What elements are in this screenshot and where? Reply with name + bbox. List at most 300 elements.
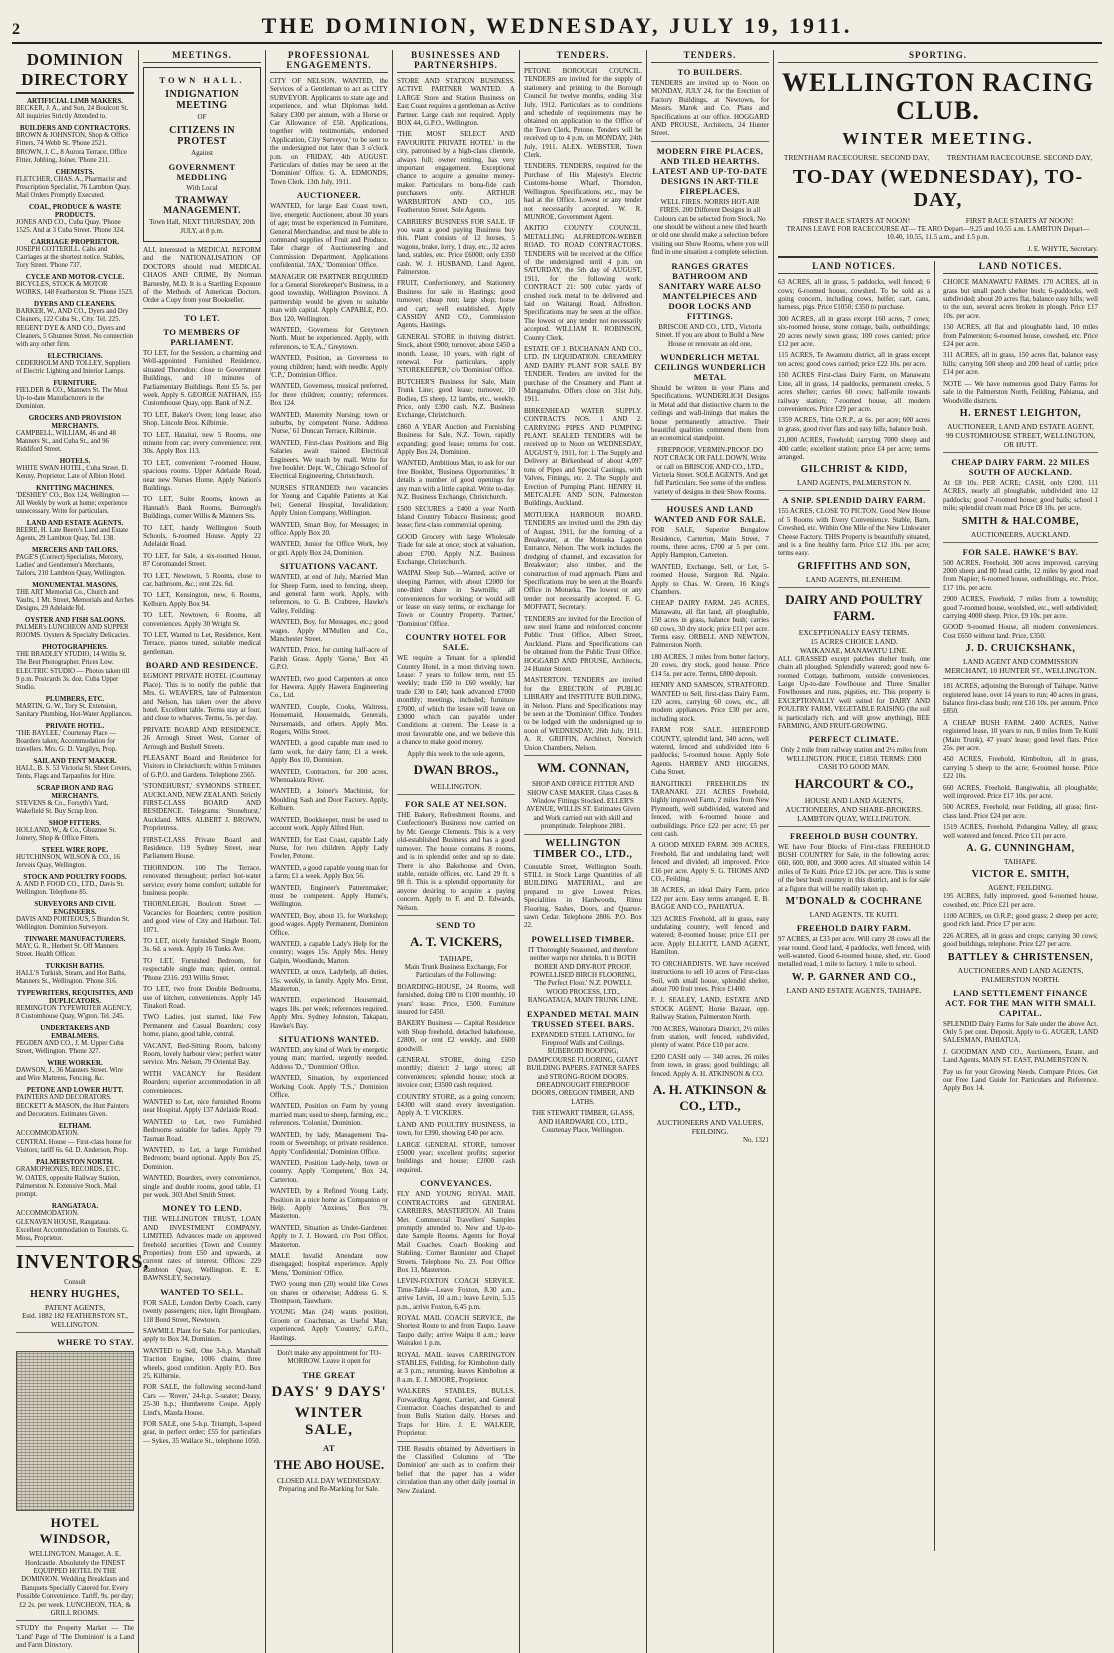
hotel-text: WELLINGTON. Manager, A. E. Hordcastle. Absolutely the FINEST EQUIPPED HOTEL IN THE DOMINION. Wedding Breakfasts and Banquets Specially Catered for. Every Possible Convenience. Tariff, 9s. per day; £2 2s. per week. LUNCHEON, TEA, & GRILL ROOMS.	[16, 1550, 134, 1618]
situation-ad: WANTED, Boy, for Messages, etc.; good wages. Apply M'Mullen and Co., Manchester Street.	[270, 618, 388, 643]
auctioneer-ad: WANTED, Smart Boy, for Messages; in office. Apply Box 20.	[270, 520, 388, 537]
fireproof-text: FIREPROOF, VERMIN-PROOF. DO NOT CRACK OR FALL DOWN. Write or call on BRISCOE AND CO., LTD., Victoria Street. SOLE AGENTS. And get full Particulars. See some of the endless variety of designs in their Show Rooms.	[651, 445, 769, 496]
business-ad: BUTCHER'S Business for Sale, Main Trunk Line; good lease; turnover, 10 Bodies, £5 sheep, 12 lambs, etc., weekly. Price, only £390 cash. N.Z. Business Exchange, Christchurch.	[397, 377, 515, 420]
winter-meeting: WINTER MEETING.	[842, 129, 1034, 148]
victor-smith-name: VICTOR E. SMITH,	[971, 869, 1070, 881]
land-ad: 1519 ACRES, Freehold, Pohangina Valley, all grass; well watered and fenced. Price £11 per acre.	[943, 823, 1098, 840]
business-ad: STORE AND STATION BUSINESS. ACTIVE PARTNER WANTED. A LARGE Store and Station Business on East Coast requires a gentleman as Active Partner. Large cash not required. Apply BOX 44, G.P.O., Wellington.	[397, 77, 515, 128]
atkinson-name: A. H. ATKINSON & CO., LTD.,	[652, 1081, 768, 1113]
land-ad: 63 ACRES, all in grass, 5 paddocks, well fenced; 6 cows; 6-roomed house, cowshed. To be sold as a going concern, including cows, heifer, cart, cans, harness, pigs. Price £1050; £350 to purchase.	[778, 278, 930, 312]
board-ad: WANTED to Let, nice furnished Rooms near Hospital. Apply 137 Adelaide Road.	[143, 1097, 261, 1115]
column-builders: TENDERS. TO BUILDERS. TENDERS are invited up to Noon on MONDAY, JULY 24, for the Erection of Factory Buildings, at Newtown, for Messrs. Marek and Co. Plans and Specifications at our office. HOGGARD AND PROUSE, Architects, 24 Hunter Street. MODERN FIRE PLACES, AND TILED HEARTHS. LATEST AND UP-TO-DATE DESIGNS IN ART-TILE FIREPLACES. WELL FIRES. NORRIS HOT-AIR FIRES. 200 Different Designs in all Colours can be selected from Stock. No one should be without a new tiled hearth or old one should make a selection before visiting our Show Rooms, where you will find in one situation a complete selection. RANGES GRATES BATHROOM AND SANITARY WARE ALSO MANTELPIECES AND DOOR LOCKS AND FITTINGS. BRISCOE AND CO., LTD., Victoria Street. If you are about to Build a New House or renovate an old one, WUNDERLICH METAL CEILINGS WUNDERLICH METAL Should be written in your Plans and Specifications. WUNDERLICH Designs in Metal add that distinctive charm to the ceilings and wall-linings that makes the house permanently attractive. Their beautiful qualities commend them from an economical standpoint. FIREPROOF, VERMIN-PROOF. DO NOT CRACK OR FALL DOWN. Write or call on BRISCOE AND CO., LTD., Victoria Street. SOLE AGENTS. And get full Particulars. See some of the endless variety of designs in their Show Rooms. HOUSES AND LAND WANTED AND FOR SALE. FOR SALE, Superior Bungalow Residence, Carterton, Main Street, 7 rooms, three acres, £700 at 5 per cent. Apply Hampton, Carterton. WANTED, Exchange, Sell, or Let, 5-roomed House, Surgeon Rd. Ngaio. Apply to Chas. W. Green, 16 King's Chambers. CHEAP DAIRY FARM. 245 ACRES, Manawatu, all flat land, all ploughable, 150 acres in grass, balance bush; carries 60 cows, 30 dry stock; price £11 per acre. Terms easy. ORBELL AND NEWTON, Palmerston North. 180 ACRES, 3 miles from butter factory, 20 cows, dry stock, good house. Price £14 5s. per acre. Terms, £800 deposit. HENRY AND SAMSON, STRATFORD. WANTED to Sell, first-class Dairy Farm, 120 acres, carrying 60 cows, etc., all modern appliances. Price £30 per acre, including stock. FARM FOR SALE. HEREFORD COUNTY, splendid land, 340 acres, well watered, fenced and subdivided into 6 paddocks; 5-roomed house. Apply Sole Agents. HARBEY AND HIGGENS, Cuba Street. RANGITIKEI FREEHOLDS IN TARANAKI. 221 ACRES Freehold, highly improved Farm, 2 miles from New Plymouth, well subdivided, watered and fenced, with 6-roomed house and outbuildings. Price £22 per acre; £5 per cent cash. A GOOD MIXED FARM. 309 ACRES, Freehold, flat and undulating land; well fenced and divided; all improved. Price £16 per acre. Apply S. G. THOMS AND CO., Feilding. 38 ACRES, an ideal Dairy Farm, price £22 per acre. Easy terms arranged. E. B. BAGGE AND CO., PAHIATUA. 323 ACRES Freehold, all in grass, easy undulating country, well fenced and watered; 8-roomed house; price £11 per acre. Apply ELLIOTT, LAND AGENT, Hamilton. TO ORCHARDISTS. WE have received instructions to sell 10 acres of First-class Soil, with small house, splendid shelter, about 700 fruit trees. Price £1400. F. J. SEALEY, LAND, ESTATE AND STOCK AGENT, Horse Bazaar, opp. Railway Station, Palmerston North. 700 ACRES, Waitotara District, 2½ miles from station, well fenced, subdivided, plenty of water. Price £10 per acre. £200 CASH only — 340 acres, 26 miles from town, in grass; good buildings; all fenced. Apply A. H. ATKINSON & CO. A. H. ATKINSON & CO., LTD., AUCTIONEERS AND VALUERS, FEILDING. No. 1321	[647, 50, 774, 1653]
tolet-ad: TO LET, for Sale, a six-roomed House, 87 Coromandel Street.	[143, 551, 261, 569]
vickers-ad: GENERAL STORE, doing £250 monthly; district: 2 large stores; all conveniences; splendid house; stock at invoice cost; £3500 cash required.	[397, 1056, 515, 1090]
dairy-poultry-text: ALL GRASSED except patches shelter bush, one chain all ploughed. Splendidly watered; good new 6-roomed Cottage, bathroom, outside conveniences. Large Up-to-date Fowlhouse and Three Smaller Fowlhouses and runs, pigsties, etc. This property is EXCEPTIONALLY well suited for DAIRY AND POULTRY FARM, VEGETABLE RAISING (the soil is particularly rich, and will grow anything), BEE FARMING, AND FRUIT-GROWING.	[778, 654, 930, 731]
auctioneer-ad: WANTED, for large East Coast town, live, energetic Auctioneer, about 30 years of age; must be experienced in Furniture, General Merchandise, and must be able to command supplies of Fruit and Produce. Take charge of Auctioneering and Commission Department. Applications confidential. 'JAX,' 'Dominion' Office.	[270, 202, 388, 270]
inventors-name: HENRY HUGHES,	[30, 1289, 120, 1301]
auctioneer-ad: WANTED, First-class Positions and Big Salaries await trained Electrical Engineers. We teach by mail. Write for free booklet. Dept. W., Chicago School of Electrical Engineering, Christchurch.	[270, 438, 388, 481]
directory-category: WIRE WORKER.	[47, 1059, 103, 1067]
business-colhead: BUSINESSES AND PARTNERSHIPS.	[397, 50, 515, 73]
land-ad: 660 ACRES, Freehold, Rangiwahia, all ploughable; well improved. Price £17 10s. per acre.	[943, 783, 1098, 801]
situation-wanted-ad: MALE Invalid Attendant now disengaged; hospital experience. Apply 'Mens,' 'Dominion' Office.	[270, 1251, 388, 1277]
vickers-ad: LARGE GENERAL STORE, turnover £5000 year; excellent profits; superior buildings and house; £2000 cash required.	[397, 1140, 515, 1174]
land-ad: 150 ACRES, all flat and ploughable land, 10 miles from Palmerston; 6-roomed house, cowshed, etc. Price £24 per acre.	[943, 323, 1098, 349]
indignation-meeting-box: TOWN HALL. INDIGNATION MEETING OF CITIZENS IN PROTEST Against GOVERNMENT MEDDLING With Local TRAMWAY MANAGEMENT. Town Hall, NEXT THURSDAY, 20th JULY, at 8 p.m.	[143, 67, 261, 242]
tenders-list	[524, 67, 642, 752]
wantsell-ad: SAWMILL Plant for Sale. For particulars, apply to Box 34, Dominion.	[143, 1326, 261, 1344]
board-ad: TWO Ladies, just started, like Few Permanent and Casual Boarders; cosy home, piano, good table, central.	[143, 1013, 261, 1039]
conveyance-ad: ROYAL MAIL leaves CARRINGTON STABLES, Feilding, for Kimbolton daily at 3 p.m.; returning, leaves Kimbolton at 8 a.m. E. J. MOORE, Proprietor.	[397, 1350, 515, 1384]
directory-entry: BARKER, W., AND CO., Dyers and Dry Cleaners, 122 Cuba St., City. Tel. 225.	[16, 308, 129, 323]
money-heading: MONEY TO LEND.	[162, 1203, 242, 1214]
professional-ad: CITY OF NELSON. WANTED, the Services of a Gentleman to act as CITY SURVEYOR. Applicants to state age and experience, and what Diplomas held. Salary £300 per annum, with a Horse or Car Allowance of £50. Applications, together with testimonials, endorsed 'Application, City Surveyor,' to be sent to the undersigned not later than 3 o'clock p.m. on FRIDAY, 4th AUGUST. Particulars of duties may be seen at the 'Dominion' Office. G. A. EDMONDS, Town Clerk. 13th July, 1911.	[270, 77, 388, 186]
situation-wanted-ad: WANTED, any kind of Work by energetic young man; married, urgently needed. Address 'D.,' 'Dominion' Office.	[270, 1046, 388, 1071]
board-ad: 'STONEHURST,' SYMONDS STREET, AUCKLAND, NEW ZEALAND. Strictly FIRST-CLASS BOARD AND RESIDENCE. Telegrams: 'Stonehurst,' Auckland. MRS. ALBERT J. BROWN, Proprietress.	[143, 782, 261, 833]
directory-entry: GRAMOPHONES, RECORDS, ETC.	[16, 1166, 121, 1173]
money-ad: THE WELLINGTON TRUST, LOAN AND INVESTMENT COMPANY, LIMITED. Advances made on approved freehold securities (Town and Country Properties) from £50 and upwards, at current rates of interest. Offices: 229 Lambton Quay, Wellington. E. E. BAWNSLEY, Secretary.	[143, 1215, 261, 1283]
situation-wanted-ad: TWO young men (20) would like Cows on shares or otherwise; Address G. S. Thompson, Tauwhare.	[270, 1280, 388, 1305]
board-ad: PLEASANT Board and Residence for Visitors in Christchurch; within 5 minutes of G.P.O. and Gardens. Telephone 2565.	[143, 753, 261, 779]
situation-ad: WANTED, Price, for cutting half-acre of Parish Grass. Apply 'Gorse,' Box 45 G.P.O.	[270, 646, 388, 672]
situations-wanted-list	[270, 1046, 388, 1342]
meetings-colhead: MEETINGS.	[143, 50, 261, 63]
timber-co-name: WELLINGTON TIMBER CO., LTD.,	[533, 837, 633, 860]
snip-heading: A SNIP. SPLENDID DAIRY FARM.	[782, 495, 926, 506]
auctioneer-ad: NURSES STRANDED: two vacancies for Young and Capable Patients at Kai Iwi; General Hospital, Invalidation; Apply Union Company, Wellington.	[270, 483, 388, 518]
directory-entry: HALL'S Turkish, Steam, and Hot Baths, Manners St., Wellington. 'Phone 316.	[16, 970, 126, 985]
land-ad: 500 ACRES, Freehold, near Feilding, all grass; first-class land. Price £24 per acre.	[943, 803, 1098, 820]
situation-ad: WANTED, at once, Ladyhelp, all duties, 15s. weekly, in family. Apply Mrs. Ernst, Masterton.	[270, 968, 388, 993]
business-ad: £500 SECURES a £400 a year North Island Country Tobacco Business; good lease; first-class commercial opening.	[397, 504, 515, 530]
professional-list	[270, 77, 388, 186]
directory-entry: HOLLAND, W., & Co., Ghuznee St. Joinery, Shop & Office Fitters.	[16, 827, 117, 842]
directory-category: GROCERS AND PROVISION MERCHANTS.	[28, 414, 122, 430]
directory-category: DYERS AND CLEANERS.	[34, 300, 116, 308]
inventors-title: INVENTORS,	[16, 1251, 150, 1273]
connan-text: SHOP AND OFFICE FITTER AND SHOW CASE MAKER. Glass Cases & Window Fittings Stocked. ELLER'S AVENUE, WILLIS ST. Estimates Given and Work carried out with skill and promptitude. Telephone 2881.	[526, 780, 640, 831]
harcourt-name: HARCOURT & CO.,	[794, 775, 914, 791]
townhall-heading: TOWN HALL.	[159, 75, 245, 85]
ranges-heading: RANGES GRATES BATHROOM AND SANITARY WARE ALSO MANTELPIECES AND DOOR LOCKS AND FITTINGS.	[658, 260, 762, 321]
situation-ad: WANTED, a good capable young man for a farm; £1 a week. Apply Box 56.	[270, 863, 388, 881]
directory-category: ELTHAM.	[58, 1122, 92, 1130]
directory-category: PETONE AND LOWER HUTT.	[26, 1086, 124, 1094]
tolet-ad: TO LET, Baker's Oven; long lease; also Shop. Lincoln Bros. Kilbirnie.	[143, 410, 261, 428]
dwan-bros: DWAN BROS.,	[413, 762, 499, 778]
tramway-heading: TRAMWAY MANAGEMENT.	[163, 196, 241, 217]
house-ad: 700 ACRES, Waitotara District, 2½ miles from station, well fenced, subdivided, plenty of water. Price £10 per acre.	[651, 1024, 769, 1050]
board-ad: TO LET, nicely furnished Single Room, 3s. 6d. a week. Apply 16 Tonks Ave.	[143, 937, 261, 954]
board-ad: WITH VACANCY for Resident Boarders; superior accommodation in all conveniences.	[143, 1069, 261, 1095]
wunderlich-text: Should be written in your Plans and Specifications. WUNDERLICH Designs in Metal add that distinctive charm to the ceilings and wall-linings that makes the house permanently attractive. Their beautiful qualities commend them from an economical standpoint.	[651, 383, 769, 443]
auctioneer-ad: WANTED, Junior for Office Work, boy or girl. Apply Box 24, Dominion.	[270, 540, 388, 557]
sporting-colhead: SPORTING.	[778, 50, 1098, 63]
expanded-text: EXPANDED STEEL LATHING, for Fireproof Walls and Ceilings. RUBEROID ROOFING, DAMPCOURSE FLOORING, GIANT BUILDING PAPERS. FATNER SAFES and STRONG-ROOM DOORS. DREADNOUGHT FIREPROOF DOORS, OREGON TIMBER, AND LATHS.	[526, 1030, 640, 1106]
dairy-poultry-heading: DAIRY AND POULTRY FARM.	[785, 591, 923, 623]
directory-entry: THE ART Memorial Co., Church and Vaults, 1 Mt. Street, Memorials and Arches Designs, 29 Adelaide Rd.	[16, 589, 134, 612]
conveyance-ad: LEVIN-FOXTON COACH SERVICE. Time-Table—Leave Foxton, 8.30 a.m., arrive Levin, 10 a.m.; leave Levin, 5.15 p.m., arrive Foxton, 6.45 p.m.	[397, 1277, 515, 1311]
house-ad: FOR SALE, Superior Bungalow Residence, Carterton, Main Street, 7 rooms, three acres, £700 at 5 per cent. Apply Hampton, Carterton.	[651, 526, 769, 560]
tolet-ad: TO LET, Newtown, 6 Rooms, all conveniences. Apply 30 Wright St.	[143, 611, 261, 628]
directory-entry: 'THE BAYLEE,' Courtenay Place — Boarders taken; Accommodation for travellers. Mrs. G. D. Vargilyn, Prop.	[16, 730, 117, 753]
conveyance-ad: FLY AND YOUNG ROYAL MAIL CONTRACTORS and GENERAL CARRIERS, MASTERTON. All Trains Met. Commercial Travellers' Samples promptly attended to. New and Up-to-date Sample Rooms. Agents for Royal Mail Coaches. Coach Booking and Stabling. Corner Bannister and Chapel Streets. Telephone No. 23. Post Office Box 13, Masterton.	[397, 1190, 515, 1274]
board-ad: THORNDON. 100 The Terrace, renovated throughout; perfect hot-water service; every home comfort; suitable for business people.	[143, 863, 261, 898]
situation-ad: WANTED, two good Carpenters at once for Hawera. Apply Hawera Engineering Co., Ltd.	[270, 674, 388, 700]
situation-wanted-ad: WANTED, Position on Farm by young married man; used to sheep, farming, etc.; references. 'Colonist,' Dominion.	[270, 1102, 388, 1128]
board-list	[143, 672, 261, 1199]
wantsell-ad: WANTED to Sell, One 3-h.p. Marshall Traction Engine, 1006 chains, three wheels, good condition. Apply P.O. Box 25, Kilbirnie.	[143, 1346, 261, 1380]
board-ad: PRIVATE BOARD AND RESIDENCE, 26 Arrough Street West, Corner of Arrough and Bushell Streets.	[143, 725, 261, 751]
directory-entry: WHITE SWAN HOTEL, Cuba Street. D. Kenny, Proprietor. Late of Albion Hotel.	[16, 465, 129, 480]
tolet-ad: TO LET, Newtown, 5 Rooms, close to car, bathroom, &c.; rent 22s. 6d.	[143, 571, 261, 589]
vickers-ad: COUNTRY STORE, as a going concern; £4300 will stand every investigation. Apply A. T. VICKERS.	[397, 1092, 515, 1118]
tender-ad: TENDERS. TENDERS, required for the Purchase of His Majesty's Electric Customs-house Wharf, Thorndon, Wellington. Specifications, etc., may be had at the Office. Lowest or any tender not necessarily accepted. W. R. MUNROE, Government Agent.	[524, 162, 642, 221]
wantsell-ad: FOR SALE, London Derby Coach, carry twenty passengers; nice, light Brougham. 118 Bond Street, Newtown.	[143, 1298, 261, 1324]
conveyances-heading: CONVEYANCES.	[420, 1178, 492, 1189]
tender-ad: ESTATE OF J. BUCHANAN AND CO., LTD. IN LIQUIDATION. CREAMERY AND DAIRY PLANT FOR SALE BY TENDER. Tenders are invited for the purchase of the Creamery and Plant at Mangamahu. Offers close on 31st July, 1911.	[524, 345, 642, 404]
house-ad: 323 ACRES Freehold, all in grass, easy undulating country, well fenced and watered; 8-roomed house; price £11 per acre. Apply ELLIOTT, LAND AGENT, Hamilton.	[651, 914, 769, 957]
racing-club-title: WELLINGTON RACING CLUB.	[782, 68, 1094, 125]
tolet-ad: TO LET, handy Wellington South Schools, 6-roomed House. Apply 22 Adelaide Road.	[143, 523, 261, 549]
expanded-heading: EXPANDED METAL MAIN TRUSSED STEEL BARS.	[526, 1008, 640, 1029]
directory-entry: GLENAVEN HOUSE, Rangataua. Excellent Accommodation to Tourists. G. Moss, Proprietor.	[16, 1219, 129, 1242]
auctioneer-ad: WANTED, Governess for Greytown North. Must be experienced. Apply, with references, to 'E.A.,' Greytown.	[270, 325, 388, 351]
mcdonald-name: M'DONALD & COCHRANE	[785, 896, 923, 908]
directory-entry: 'DESHIEY' CO., Box 124, Wellington — All Weekly by work at home; experience unnecessary. Write for particulars.	[16, 492, 129, 515]
modern-text: WELL FIRES. NORRIS HOT-AIR FIRES. 200 Different Designs in all Colours can be selected from Stock. No one should be without a new tiled hearth or old one should make a selection before visiting our Show Rooms, where you will find in one situation a complete selection.	[651, 197, 769, 257]
citizens-heading: CITIZENS IN PROTEST	[169, 125, 235, 148]
directory-category: CARRIAGE PROPRIETOR.	[30, 238, 120, 246]
board-ad: WANTED, Boarders, every convenience, single and double rooms, good table, £1 per week. 303 Abel Smith Street.	[143, 1174, 261, 1200]
vickers-list	[397, 983, 515, 1175]
column-sporting-land: SPORTING. WELLINGTON RACING CLUB. WINTER MEETING. TRENTHAM RACECOURSE. SECOND DAY, TRENTHAM RACECOURSE. SECOND DAY, TO-DAY (WEDNESDAY), TO-DAY, FIRST RACE STARTS AT NOON! FIRST RACE STARTS AT NOON! TRAINS LEAVE FOR RACECOURSE AT— TE ARO Depart—9.25 and 10.55 a.m. LAMBTON Depart—10.40, 10.55, 11.5 a.m., and 1.5 p.m. J. E. WHYTE, Secretary. LAND NOTICES. 63 ACRES, all in grass, 5 paddocks, well fenced; 6 cows; 6-roomed house, cowshed. To be sold as a going concern, including cows, heifer, cart, cans, harness, pigs. Price £1050; £350 to purchase. 300 ACRES, all in grass except 160 acres, 7 cows; six-roomed house, stone cottage, bails, outbuildings; 20 acres newly sown grass; 100 cows carried; price £12 per acre. 115 ACRES, Te Awamutu district, all in grass except ten acres; good cows carried; price £22 10s. per acre. 150 ACRES First-class Dairy Farm, on Manawatu Line, all in grass, 14 paddocks, permanent creeks, 5 acres shelter; carries 60 cows; half-mile towards railway station; 7-roomed house, all modern conveniences. Price £29 per acre. 1359 ACRES, Title O.R.P., at 6s. per acre; 600 acres in grass, good river flats and easy hills, balance bush. 21,000 ACRES, Freehold; carrying 7000 sheep and 400 cattle; excellent station; price £4 per acre; terms arranged. GILCHRIST & KIDD, LAND AGENTS, PALMERSTON N. A SNIP. SPLENDID DAIRY FARM. 155 ACRES, CLOSE TO PICTON. Good New House of 5 Rooms with Every Convenience. Stable, Barn, Cowshed, etc. Within One Mile of the New Linkwater Cheese Factory. THIS Property is beautifully situated, and is a fine healthy farm. Price £12 10s. per acre; terms easy. GRIFFITHS AND SON, LAND AGENTS, BLENHEIM. DAIRY AND POULTRY FARM. EXCEPTIONALLY EASY TERMS. 15 ACRES CHOICE LAND. WAIKANAE, MANAWATU LINE. ALL GRASSED except patches shelter bush, one chain all ploughed. Splendidly watered; good new 6-roomed Cottage, bathroom, outside conveniences. Large Up-to-date Fowlhouse and Three Smaller Fowlhouses and runs, pigsties, etc. This property is EXCEPTIONALLY well suited for DAIRY AND POULTRY FARM, VEGETABLE RAISING (the soil is particularly rich, and will grow anything), BEE FARMING, AND FRUIT-GROWING. PERFECT CLIMATE. Only 2 mile from railway station and 2½ miles from WELLINGTON. PRICE, £1850. TERMS: £300 CASH TO GOOD MAN. HARCOURT & CO., HOUSE AND LAND AGENTS, AUCTIONEERS, AND SHARE-BROKERS. LAMBTON QUAY, WELLINGTON. FREEHOLD BUSH COUNTRY. WE have Four Blocks of First-class FREEHOLD BUSH COUNTRY for Sale, in the following acres: 660, 600, 800, and 3000 acres. All situated within 14 miles of Te Kuiti. Price £2 10s. per acre. This is some of the best bush country in this district, and is for sale at a figure that will be readily taken up. M'DONALD & COCHRANE LAND AGENTS, TE KUITI. FREEHOLD DAIRY FARM. 97 ACRES, at £33 per acre. Will carry 28 cows all the year round. Good land, 4 paddocks, well fenced, with well-watered. Good 6-roomed house, shed, etc. Good metalled road, 1 mile to factory. 1 mile to school. W. P. GARNER AND CO., LAND AND ESTATE AGENTS, TAIHAPE. LAND NOTICES. CHOICE MANAWATU FARMS. 170 ACRES, all in grass but small patch shelter bush; 6-paddocks, well subdivided; about 20 acres flat, balance easy hills; well to the sun, several acres broken in plough. Price £17 10s. per acre. 150 ACRES, all flat and ploughable land, 10 miles from Palmerston; 6-roomed house, cowshed, etc. Price £24 per acre. 311 ACRES, all in grass, 150 acres flat, balance easy hills; carrying 500 sheep and 200 head of cattle; price £14 per acre. NOTE — We have numerous good Dairy Farms for sale in the Palmerston North, Feilding, Pahiatua, and Woodville districts. H. ERNEST LEIGHTON, AUCTIONEER, LAND AND ESTATE AGENT, 99 CUSTOMHOUSE STREET, WELLINGTON, OR HUTT. CHEAP DAIRY FARM. 22 MILES SOUTH OF AUCKLAND. At £8 10s. PER ACRE; CASH, only £200. 111 ACRES, nearly all ploughable, subdivided into 12 paddocks; good 7-roomed house; good bails; school 1 mile; splendid cream road. Price £8 10s. per acre. SMITH & HALCOMBE, AUCTIONEERS, AUCKLAND. FOR SALE. HAWKE'S BAY. 500 ACRES, Freehold, 300 acres improved, carrying 2000 sheep and 80 head cattle, 12 miles by good road from Napier; 6-roomed house, outbuildings, etc. Price, £17 10s. per acre. 2900 ACRES, Freehold, 7 miles from a township; good 7-roomed house, woolshed, etc., well subdivided; carrying 4000 sheep. Price, £9 10s. per acre. GOOD 9-roomed House, all modern conveniences. Cost £650 without land. Price, £350. J. D. CRUICKSHANK, LAND AGENT AND COMMISSION MERCHANT, 10 HUNTER ST., WELLINGTON. 181 ACRES, adjoining the Borough of Taihape. Native registered lease, over 14 years to run; 40 acres in grass, balance first-class bush; rent £10 10s. per annum. Price £850. A CHEAP BUSH FARM. 2400 ACRES, Native registered lease, 10 years to run, 8 miles from Te Kuiti (Main Trunk), 47 years' lease; good level flats. Price 25s. per acre. 450 ACRES, Freehold, Kimbolton, all in grass, carrying 5 sheep to the acre; 6-roomed house. Price £22 10s. 660 ACRES, Freehold, Rangiwahia, all ploughable; well improved. Price £17 10s. per acre. 500 ACRES, Freehold, near Feilding, all grass; first-class land. Price £24 per acre. 1519 ACRES, Freehold, Pohangina Valley, all grass; well watered and fenced. Price £11 per acre. A. G. CUNNINGHAM, TAIHAPE. VICTOR E. SMITH, AGENT, FEILDING. 195 ACRES, fully improved, good 6-roomed house, cowshed, etc. Price £21 per acre. 1100 ACRES, on O.R.P.; good grass; 2 sheep per acre; good rich land. Price £7 per acre. 226 ACRES, all in grass and crops; carrying 30 cows; good buildings, telephone. Price £27 per acre. BATTLEY & CHRISTENSEN, AUCTIONEERS AND LAND AGENTS, PALMERSTON NORTH. LAND SETTLEMENT FINANCE ACT. FOR THE MAN WITH SMALL CAPITAL. SPLENDID Dairy Farms for Sale under the above Act. Only 5 per cent. Deposit. Apply to G. AUGER, LAND SALESMAN, PAHIATUA. J. GOODMAN AND CO., Auctioneers, Estate, and Land Agents, MAIN ST. EAST, PALMERSTON N. Pay us for your Growing Needs. Compare Prices. Get our Free Land Guide for Particulars and Reference. Apply Box 14.	[774, 50, 1102, 1653]
board-ad: WANTED, to Let, a large Furnished Bedroom; board optional. Apply Box 25, Dominion.	[143, 1146, 261, 1171]
directory-entry: JONES AND CO., Cuba Quay. 'Phone 1525. And at 3 Cuba Street. 'Phone 324.	[16, 219, 125, 234]
directory-entry: W. OATES, opposite Railway Station, Palmerston N. Extensive Stock. Mail prompt.	[16, 1175, 120, 1198]
cruickshank-name: J. D. CRUICKSHANK,	[965, 643, 1076, 655]
winter-closed: CLOSED ALL DAY WEDNESDAY. Preparing and Re-Marking for Sale.	[276, 1476, 382, 1494]
situations-list	[270, 573, 388, 1030]
business-ad: WANTED, Ambitious Man, to ask for our free Booklet, 'Business Opportunities.' It details a number of good openings for any man with a little capital. Write to-day. N.Z. Business Exchange, Christchurch.	[397, 459, 515, 502]
land-right-list	[943, 278, 1098, 405]
timber-co-text: Constable Street, Wellington South. STILL in Stock Large Quantities of all BUILDING MATERIAL, and are prepared to give Lowest Prices. Specialities in Hardwoods, Rimu Flooring, Sashes, Doors, and Quarter-sawn Cedar. Telephone 2806. P.O. Box 22.	[524, 862, 642, 930]
directory-entry: PAINTERS AND DECORATORS.	[16, 1094, 112, 1101]
auctioneer-ad: WANTED, Position, as Governess to young children; hand; with needle. Apply 'C.P.,' Dominion Office.	[270, 354, 388, 379]
board-ad: FIRST-CLASS Private Board and Residence. 119 Sydney Street, near Parliament House.	[143, 835, 261, 861]
directory-entry: BECKER, J. A., and Son, 24 Boulcott St. All inquiries Strictly Attended to.	[16, 105, 129, 120]
directory-category: CYCLE AND MOTOR-CYCLE.	[25, 273, 125, 281]
directory-entry: ACCOMMODATION.	[16, 1130, 79, 1137]
directory-category: SURVEYORS AND CIVIL ENGINEERS.	[34, 900, 116, 916]
land-ad: 181 ACRES, adjoining the Borough of Taihape. Native registered lease, over 14 years to run; 40 acres in grass, balance first-class bush; rent £10 10s. per annum. Price £850.	[943, 682, 1098, 716]
situation-ad: WANTED, Couple, Cooks, Waitress, Housemaid, Housemaids, Generals, Nursemaids, and others. Apply Mrs. Rogers, Willis Street.	[270, 702, 388, 737]
medical-ad: ALL interested in MEDICAL REFORM and the NATIONALISATION OF DOCTORS should read MEDICAL CHAOS AND CRIME, By Norman Barnesby, M.D. It is a Startling Exposure of the Methods of American Doctors. Order a Copy from your Bookseller.	[143, 246, 261, 305]
tenders-colhead: TENDERS.	[524, 50, 642, 63]
griffiths-name: GRIFFITHS AND SON,	[797, 560, 911, 572]
situation-ad: WANTED, a Joiner's Machinist, for Moulding Sash and Door Factory. Apply, Kelburn.	[270, 787, 388, 813]
land-ad: 1359 ACRES, Title O.R.P., at 6s. per acre; 600 acres in grass, good river flats and easy hills, balance bush.	[778, 416, 930, 433]
directory-category: HOTELS.	[59, 457, 91, 465]
land-ad: 150 ACRES First-class Dairy Farm, on Manawatu Line, all in grass, 14 paddocks, permanent creeks, 5 acres shelter; carries 60 cows; half-mile towards railway station; 7-roomed house, all modern conveniences. Price £29 per acre.	[778, 371, 930, 413]
directory-entry: FIELDER & CO., Manners St. The Most Up-to-date Manufacturers in the Dominion.	[16, 387, 128, 410]
directory-entry: BICYCLES, STOCK & MOTOR WORKS, 148 Featherston St. 'Phone 1523.	[16, 281, 134, 296]
directory-entry: CAMPBELL, WILLIAM, 46 and 48 Manners St., and Cuba St., and 96 Riddiford Street.	[16, 430, 116, 453]
situation-ad: WANTED, a capable Lady's Help for the country; wages 15s. Apply Mrs. Henry Galpin, Woodlands, Marton.	[270, 939, 388, 965]
tolet-ad: TO LET, Kensington, new, 6 Rooms, Kelburn. Apply Box 94.	[143, 591, 261, 608]
gov-heading: GOVERNMENT MEDDLING	[168, 161, 236, 182]
trains-text: TRAINS LEAVE FOR RACECOURSE AT— TE ARO Depart—9.25 and 10.55 a.m. LAMBTON Depart—10.40, 10.55, 11.5 a.m., and 1.5 p.m.	[786, 225, 1090, 242]
directory-category: SCRAP IRON AND RAG MERCHANTS.	[36, 784, 114, 800]
auctioneer-list	[270, 202, 388, 557]
board-ad: THORNLEIGH, Boulcott Street — Vacancies for Boarders; centre position and good view of City and Harbour. Tel. 1071.	[143, 900, 261, 934]
tolet-ad: TO LET, Wanted to Let, Residence, Kent Terrace, pianos tuned, suitable medical gentleman.	[143, 631, 261, 656]
board-ad: TO LET, two front Double Bedrooms, use of kitchen, conveniences. Apply 145 Tinakori Road.	[143, 985, 261, 1010]
houses-heading: HOUSES AND LAND WANTED AND FOR SALE.	[654, 504, 766, 525]
connan-name: WM. CONNAN,	[536, 760, 630, 776]
directory-category: STOCK AND POULTRY FOODS.	[23, 873, 127, 881]
country-hotel-heading: COUNTRY HOTEL FOR SALE.	[405, 632, 507, 653]
house-ad: £200 CASH only — 340 acres, 26 miles from town, in grass; good buildings; all fenced. Apply A. H. ATKINSON & CO.	[651, 1052, 769, 1078]
snip-text: 155 ACRES, CLOSE TO PICTON. Good New House of 5 Rooms with Every Convenience. Stable, Barn, Cowshed, etc. Within One Mile of the New Linkwater Cheese Factory. THIS Property is beautifully situated, and is a fine healthy farm. Price £12 10s. per acre; terms easy.	[778, 507, 930, 558]
directory-entries	[16, 97, 134, 1243]
directory-entry: DAVIS AND PORTEOUS, 5 Brandon St. Wellington. Dominion Surveyors.	[16, 916, 130, 931]
business-ad: FRUIT, Confectionery, and Stationery Business for sale in Hastings; good turnover; cheap rent; large shop; horse and cart; well established. Apply CASSIDY AND CO., Commission Agents, Hastings.	[397, 279, 515, 330]
house-ad: WANTED, Exchange, Sell, or Let, 5-roomed House, Surgeon Rd. Ngaio. Apply to Chas. W. Green, 16 King's Chambers.	[651, 562, 769, 597]
directory-entry: MAY, G. R., Herbert St. Off Manners Street. Health Officer.	[16, 943, 119, 958]
newspaper-title: THE DOMINION, WEDNESDAY, JULY 19, 1911.	[261, 13, 853, 38]
directory-category: SHOP FITTERS.	[48, 819, 102, 827]
directory-entry: PEGDEN AND CO., J. M. Upper Cuba Street, Wellington. 'Phone 327.	[16, 1040, 124, 1055]
directory-entry: BEERE, H. Late Beere's Land and Estate Agents, 29 Lambton Quay, Tel. 138.	[16, 527, 129, 542]
battley-name: BATTLEY & CHRISTENSEN,	[947, 951, 1094, 963]
situation-ad: WANTED, Boy, about 15, for Workshop; good wages. Apply Permanent, Dominion Office.	[270, 911, 388, 937]
briscoe-text: BRISCOE AND CO., LTD., Victoria Street. If you are about to Build a New House or renovate an old one,	[655, 322, 765, 348]
powellised-text: IT Thoroughly Seasoned, and therefore neither warps nor shrinks. It is BOTH BORER AND DRY-ROT PROOF. POWELLISED BIRCH FLOORING, 'The Perfect Floor.' N.Z. POWELL WOOD PROCESS, LTD., RANGATAUA, MAIN TRUNK LINE.	[527, 945, 639, 1005]
directory-category: PALMERSTON NORTH.	[36, 1158, 114, 1166]
house-ad: RANGITIKEI FREEHOLDS IN TARANAKI. 221 ACRES Freehold, highly improved Farm, 2 miles from New Plymouth, well subdivided, watered and fenced, with 6-roomed house and outbuildings. Price £22 per acre; £5 per cent cash.	[651, 779, 769, 838]
tolet-list	[143, 411, 261, 657]
directory-category: TINWARE MANUFACTURERS.	[24, 935, 126, 943]
smith-halcombe-name: SMITH & HALCOMBE,	[961, 515, 1080, 527]
directory-entry: HUTCHINSON, WILSON & CO., 16 Jervois Quay, Wellington.	[16, 854, 120, 869]
directory-entry: BROWN, J. C., 8 Aurora Terrace, Office Fitter, Jobbing, Joiner. 'Phone 211.	[16, 149, 127, 164]
column-directory	[12, 50, 150, 1653]
leighton-name: H. ERNEST LEIGHTON,	[959, 407, 1082, 419]
country-hotel-text: WE require a Tenant for a splendid Country Hotel, in a most thriving town. Lease: 7 years to follow term, rent £5 weekly; trade £50 to £60 weekly; bar trade £30 to £40; bank advanced £7000 monthly; meetings, included; furniture £7000, of which the lessee will leave on £3000 which can payable under Conditions at current. The Lease is a most favourable one, and we believe this a chance to make good money.	[397, 654, 515, 747]
land-ad: 21,000 ACRES, Freehold; carrying 7000 sheep and 400 cattle; excellent station; price £4 per acre; terms arranged.	[778, 436, 930, 461]
situation-ad: WANTED, experienced Housemaid, wages 18s. per week; references required. Apply Mrs. Sydney Johnston, Takapau, Hawke's Bay.	[270, 996, 388, 1030]
situation-wanted-ad: WANTED, Position Lady-help, town or country. Apply 'Competent,' Box 24, Carterton.	[270, 1158, 388, 1184]
situations-wanted-heading: SITUATIONS WANTED.	[278, 1034, 380, 1045]
auctioneer-ad: WANTED, Governess, musical preferred, for three children; country; references. Box 124.	[270, 382, 388, 408]
directory-entry: PAGE'S (Correct) Specialists, Mercery, Ladies' and Gentlemen's Merchants, Tailors, 210 Lambton Quay, Wellington.	[16, 554, 126, 577]
results-note: THE Results obtained by Advertisers in the Classified Columns of 'The Dominion' are such as to confirm their belief that the paper has a wider circulation than any other daily journal in New Zealand.	[397, 1444, 515, 1495]
land-ad: 311 ACRES, all in grass, 150 acres flat, balance easy hills; carrying 500 sheep and 200 head of cattle; price £14 per acre.	[943, 351, 1098, 377]
conveyance-ad: WALKERS STABLES, BULLS. Forwarding Agent, Carrier, and General Contractor. Coaches despatched to and from Bulls Station daily. Horses and Traps for Hire. J. E. WALKER, Proprietor.	[397, 1387, 515, 1438]
business-ad: 'THE MOST SELECT AND FAVOURITE PRIVATE HOTEL' in the city, patronised by a high-class clientele, always full; owner retiring, has very important engagement. Exceptional chance to acquire a genuine money-maker. Particulars to bona-fide cash purchasers only. ARTHUR WARBURTON AND CO., 105 Featherston Street. Sole Agents.	[397, 130, 515, 215]
winter-note: Don't make any appointment for TO-MORROW. Leave it open for	[277, 1349, 381, 1366]
wunderlich-heading: WUNDERLICH METAL CEILINGS WUNDERLICH METAL	[654, 351, 766, 382]
directory-category: PRIVATE HOTEL.	[45, 722, 105, 730]
land-ad: CHOICE MANAWATU FARMS. 170 ACRES, all in grass but small patch shelter bush; 6-paddocks, well subdivided; about 20 acres flat, balance easy hills; well to the sun, several acres broken in plough. Price £17 10s. per acre.	[943, 278, 1098, 320]
directory-category: LAND AND ESTATE AGENTS.	[26, 519, 124, 527]
winter-sale: WINTER SALE,	[294, 1404, 364, 1438]
study-line: STUDY the Property Market — The 'Land' Page of 'The Dominion' is a Land and Farm Directory.	[16, 1624, 134, 1650]
auctioneer-ad: MANAGER OR PARTNER REQUIRED for a General Storekeeper's Business, in a good township, Wellington Province. A partnership would be given to suitable man with capital. Apply CAPABLE, P.O. Box 120, Wellington.	[270, 272, 388, 323]
auctioneer-heading: AUCTIONEER.	[296, 190, 362, 201]
wantsell-list	[143, 1299, 261, 1446]
land-right-column: LAND NOTICES. CHOICE MANAWATU FARMS. 170 ACRES, all in grass but small patch shelter bush; 6-paddocks, well subdivided; about 20 acres flat, balance easy hills; well to the sun, several acres broken in plough. Price £17 10s. per acre. 150 ACRES, all flat and ploughable land, 10 miles from Palmerston; 6-roomed house, cowshed, etc. Price £24 per acre. 311 ACRES, all in grass, 150 acres flat, balance easy hills; carrying 500 sheep and 200 head of cattle; price £14 per acre. NOTE — We have numerous good Dairy Farms for sale in the Palmerston North, Feilding, Pahiatua, and Woodville districts. H. ERNEST LEIGHTON, AUCTIONEER, LAND AND ESTATE AGENT, 99 CUSTOMHOUSE STREET, WELLINGTON, OR HUTT. CHEAP DAIRY FARM. 22 MILES SOUTH OF AUCKLAND. At £8 10s. PER ACRE; CASH, only £200. 111 ACRES, nearly all ploughable, subdivided into 12 paddocks; good 7-roomed house; good bails; school 1 mile; splendid cream road. Price £8 10s. per acre. SMITH & HALCOMBE, AUCTIONEERS, AUCKLAND. FOR SALE. HAWKE'S BAY. 500 ACRES, Freehold, 300 acres improved, carrying 2000 sheep and 80 head cattle, 12 miles by good road from Napier; 6-roomed house, outbuildings, etc. Price, £17 10s. per acre. 2900 ACRES, Freehold, 7 miles from a township; good 7-roomed house, woolshed, etc., well subdivided; carrying 4000 sheep. Price, £9 10s. per acre. GOOD 9-roomed House, all modern conveniences. Cost £650 without land. Price, £350. J. D. CRUICKSHANK, LAND AGENT AND COMMISSION MERCHANT, 10 HUNTER ST., WELLINGTON. 181 ACRES, adjoining the Borough of Taihape. Native registered lease, over 14 years to run; 40 acres in grass, balance first-class bush; rent £10 10s. per annum. Price £850. A CHEAP BUSH FARM. 2400 ACRES, Native registered lease, 10 years to run, 8 miles from Te Kuiti (Main Trunk), 47 years' lease; good level flats. Price 25s. per acre. 450 ACRES, Freehold, Kimbolton, all in grass, carrying 5 sheep to the acre; 6-roomed house. Price £22 10s. 660 ACRES, Freehold, Rangiwahia, all ploughable; well improved. Price £17 10s. per acre. 500 ACRES, Freehold, near Feilding, all grass; first-class land. Price £24 per acre. 1519 ACRES, Freehold, Pohangina Valley, all grass; well watered and fenced. Price £11 per acre. A. G. CUNNINGHAM, TAIHAPE. VICTOR E. SMITH, AGENT, FEILDING. 195 ACRES, fully improved, good 6-roomed house, cowshed, etc. Price £21 per acre. 1100 ACRES, on O.R.P.; good grass; 2 sheep per acre; good rich land. Price £7 per acre. 226 ACRES, all in grass and crops; carrying 30 cows; good buildings, telephone. Price £27 per acre. BATTLEY & CHRISTENSEN, AUCTIONEERS AND LAND AGENTS, PALMERSTON NORTH. LAND SETTLEMENT FINANCE ACT. FOR THE MAN WITH SMALL CAPITAL. SPLENDID Dairy Farms for Sale under the above Act. Only 5 per cent. Deposit. Apply to G. AUGER, LAND SALESMAN, PAHIATUA. J. GOODMAN AND CO., Auctioneers, Estate, and Land Agents, MAIN ST. EAST, PALMERSTON N. Pay us for your Growing Needs. Compare Prices. Get our Free Land Guide for Particulars and Reference. Apply Box 14.	[943, 261, 1098, 1093]
gilchrist-name: GILCHRIST & KIDD,	[800, 464, 908, 476]
land-ad: NOTE — We have numerous good Dairy Farms for sale in the Palmerston North, Feilding, Pahiatua, and Woodville districts.	[943, 379, 1098, 405]
wantsell-heading: WANTED TO SELL.	[160, 1286, 244, 1297]
professional-colhead: PROFESSIONAL ENGAGEMENTS.	[270, 50, 388, 73]
land-ad: 195 ACRES, fully improved, good 6-roomed house, cowshed, etc. Price £21 per acre.	[943, 892, 1098, 909]
situation-ad: WANTED, Bookkeeper, must be used to account work. Apply Alfred Hutt.	[270, 815, 388, 833]
nelson-text: THE Bakery, Refreshment Rooms, and Confectioner's Business now carried on by Mr. George Clements. This is a very old-established Business and has a good turnover. The house contains 8 rooms, and is in splendid order and up to date. There is also Bakehouse and Oven, stable, outside offices, etc. Land 29 ft. x 98 ft. This is a splendid opportunity for anyone desiring to acquire a paying concern. Apply to F. and D. Edwards, Nelson.	[397, 811, 515, 912]
directory-category: OYSTER AND FISH SALOONS.	[24, 616, 126, 624]
house-ad: F. J. SEALEY, LAND, ESTATE AND STOCK AGENT, Horse Bazaar, opp. Railway Station, Palmerston North.	[651, 996, 769, 1022]
directory-entry: ACCOMMODATION.	[16, 1210, 79, 1217]
house-ad: 38 ACRES, an ideal Dairy Farm, price £22 per acre. Easy terms arranged. E. B. BAGGE AND CO., PAHIATUA.	[651, 886, 769, 912]
directory-category: KNITTING MACHINES.	[36, 484, 114, 492]
column-business: BUSINESSES AND PARTNERSHIPS. STORE AND STATION BUSINESS. ACTIVE PARTNER WANTED. A LARGE Store and Station Business on East Coast requires a gentleman as Active Partner. Large cash not required. Apply BOX 44, G.P.O., Wellington. 'THE MOST SELECT AND FAVOURITE PRIVATE HOTEL' in the city, patronised by a high-class clientele, always full; owner retiring, has very important engagement. Exceptional chance to acquire a genuine money-maker. Particulars to bona-fide cash purchasers only. ARTHUR WARBURTON AND CO., 105 Featherston Street. Sole Agents. CABRIERS' BUSINESS FOR SALE. IF you want a good paying Business buy this. Plant consists of 12 horses, 5 wagons, brake, lorry, 1 dray, etc., 32 acres land, stables, etc. Price £6000; only £350 cash. W. J. HUSBAND, Land Agent, Palmerston. FRUIT, Confectionery, and Stationery Business for sale in Hastings; good turnover; cheap rent; large shop; horse and cart; well established. Apply CASSIDY AND CO., Commission Agents, Hastings. GENERAL STORE in thriving district. Stock, about £900; turnover, about £450 a month. Lease, 10 years, with right of renewal. For particulars, apply 'STOREKEEPER,' c/o 'Dominion' Office. BUTCHER'S Business for Sale, Main Trunk Line; good lease; turnover, 10 Bodies, £5 sheep, 12 lambs, etc., weekly. Price, only £390 cash. N.Z. Business Exchange, Christchurch. £860 A YEAR Auction and Furnishing Business for Sale, N.Z. Town, rapidly expanding; good lease; returns for cost. Apply Box 24, Dominion. WANTED, Ambitious Man, to ask for our free Booklet, 'Business Opportunities.' It details a number of good openings for any man with a little capital. Write to-day. N.Z. Business Exchange, Christchurch. £500 SECURES a £400 a year North Island Country Tobacco Business; good lease; first-class commercial opening. GOOD Grocery with large Wholesale Trade for sale at once; stock at valuation, about £700. Apply N.Z. Business Exchange, Christchurch. WAIPAI Sleep Sub.—Wanted, active or sleeping Partner, with about £2000 for one-third share in Sawmills; all conveniences for working; or would sell or lease on easy terms, or exchange for Town or Country Property. 'Partner,' 'Dominion' Office. COUNTRY HOTEL FOR SALE. WE require a Tenant for a splendid Country Hotel, in a most thriving town. Lease: 7 years to follow term, rent £5 weekly; trade £50 to £60 weekly; bar trade £30 to £40; bank advanced £7000 monthly; meetings, included; furniture £7000, of which the lessee will leave on £3000 which can payable under Conditions at current. The Lease is a most favourable one, and we believe this a chance to make good money. Apply this week to the sole agents, DWAN BROS., WELLINGTON. FOR SALE AT NELSON. THE Bakery, Refreshment Rooms, and Confectioner's Business now carried on by Mr. George Clements. This is a very old-established Business and has a good turnover. The house contains 8 rooms, and is in splendid order and up to date. There is also Bakehouse and Oven, stable, outside offices, etc. Land 29 ft. x 98 ft. This is a splendid opportunity for anyone desiring to acquire a paying concern. Apply to F. and D. Edwards, Nelson. SEND TO A. T. VICKERS, TAIHAPE, Main Trunk Business Exchange, For Particulars of the Following: BOARDING-HOUSE, 24 Rooms, well furnished, doing £80 to £100 monthly, 10 years' lease. Price, £500. Furniture insured for £450. BAKERY Business — Capital Residence with Shop freehold, detached bakehouse, £2800, or rent £2 weekly, and £600 goodwill. GENERAL STORE, doing £250 monthly; district: 2 large stores; all conveniences; splendid house; stock at invoice cost; £3500 cash required. COUNTRY STORE, as a going concern; £4300 will stand every investigation. Apply A. T. VICKERS. LAND AND POULTRY BUSINESS, in town, for £390, showing £40 per acre. LARGE GENERAL STORE, turnover £5000 year; excellent profits; superior buildings and house; £2000 cash required. CONVEYANCES. FLY AND YOUNG ROYAL MAIL CONTRACTORS and GENERAL CARRIERS, MASTERTON. All Trains Met. Commercial Travellers' Samples promptly attended to. New and Up-to-date Sample Rooms. Agents for Royal Mail Coaches. Coach Booking and Stabling. Corner Bannister and Chapel Streets. Telephone No. 23. Post Office Box 13, Masterton. LEVIN-FOXTON COACH SERVICE. Time-Table—Leave Foxton, 8.30 a.m., arrive Levin, 10 a.m.; leave Levin, 5.15 p.m., arrive Foxton, 6.45 p.m. ROYAL MAIL COACH SERVICE, the Shortest Route to and from Taupo. Leave Taupo daily; arrive Waipu 8 a.m.; leave Wairakei 1 p.m. ROYAL MAIL leaves CARRINGTON STABLES, Feilding, for Kimbolton daily at 3 p.m.; returning, leaves Kimbolton at 8 a.m. E. J. MOORE, Proprietor. WALKERS STABLES, BULLS. Forwarding Agent, Carrier, and General Contractor. Coaches despatched to and from Bulls Station daily. Horses and Traps for Hire. J. E. WALKER, Proprietor. THE Results obtained by Advertisers in the Classified Columns of 'The Dominion' are such as to confirm their belief that the paper has a wider circulation than any other daily journal in New Zealand.	[393, 50, 520, 1653]
directory-category: STEEL WIRE ROPE.	[41, 846, 109, 854]
house-ad: HENRY AND SAMSON, STRATFORD. WANTED to Sell, first-class Dairy Farm, 120 acres, carrying 60 cows, etc., all modern appliances. Price £30 per acre, including stock.	[651, 681, 769, 723]
conveyance-ad: ROYAL MAIL COACH SERVICE, the Shortest Route to and from Taupo. Leave Taupo daily; arrive Waipu 8 a.m.; leave Wairakei 1 p.m.	[397, 1313, 515, 1348]
racing-secretary: J. E. WHYTE, Secretary.	[1027, 244, 1098, 253]
board-ad: VACANT, Bed-Sitting Room, balcony Room, lovely harbour view; perfect water service. Mrs. Nelson, 79 Oriental Bay.	[143, 1041, 261, 1067]
wantsell-ad: FOR SALE, one 5-h.p. Triumph, 3-speed gear, in perfect order; £55 for particulars — Sykes, 35 Wallace St., telephone 1050.	[143, 1419, 261, 1445]
tolet-main-ad: TO LET, for the Session, a charming and Well-appointed Furnished Residence, situated Thorndon: close to Government Buildings, and 10 minutes of Parliamentary Buildings. Rent £5 5s. per week. Apply S. GEORGE NATHAN, 155 Customhouse Quay, opp. Bank of N.Z.	[143, 348, 261, 408]
board-heading: BOARD AND RESIDENCE.	[145, 660, 259, 671]
business-ad: WAIPAI Sleep Sub.—Wanted, active or sleeping Partner, with about £2000 for one-third share in Sawmills; all conveniences for working; or would sell or lease on easy terms, or exchange for Town or Country Property. 'Partner,' 'Dominion' Office.	[397, 569, 515, 628]
directory-entry: JOSEPH COTTERILL. Cabs and Carriages at the shortest notice. Stables, Tory Street. 'Phone 737.	[16, 246, 125, 269]
directory-entry: FLETCHER, CHAS. A., Pharmacist and Prescription Specialist, 76 Lambton Quay. Mail Orders Promptly Executed.	[16, 176, 132, 199]
more-land-list-2	[943, 892, 1098, 948]
tender-ad: MOTUEKA HARBOUR BOARD. TENDERS are invited until the 29th day of August, 1911, for the forming of a Breakwater, at the Motueka Lagoon Entrance, Nelson. The work includes the dredging of channel, and excavation for Breakwater; also timber, and the construction of road approach. Plans and Specifications may be seen at the Board's Office in Motueka. The lowest or any tender not necessarily accepted. F. G. MOFFATT, Secretary.	[524, 510, 642, 612]
land-left-column: LAND NOTICES. 63 ACRES, all in grass, 5 paddocks, well fenced; 6 cows; 6-roomed house, cowshed. To be sold as a going concern, including cows, heifer, cart, cans, harness, pigs. Price £1050; £350 to purchase. 300 ACRES, all in grass except 160 acres, 7 cows; six-roomed house, stone cottage, bails, outbuildings; 20 acres newly sown grass; 100 cows carried; price £12 per acre. 115 ACRES, Te Awamutu district, all in grass except ten acres; good cows carried; price £22 10s. per acre. 150 ACRES First-class Dairy Farm, on Manawatu Line, all in grass, 14 paddocks, permanent creeks, 5 acres shelter; carries 60 cows; half-mile towards railway station; 7-roomed house, all modern conveniences. Price £29 per acre. 1359 ACRES, Title O.R.P., at 6s. per acre; 600 acres in grass, good river flats and easy hills, balance bush. 21,000 ACRES, Freehold; carrying 7000 sheep and 400 cattle; excellent station; price £4 per acre; terms arranged. GILCHRIST & KIDD, LAND AGENTS, PALMERSTON N. A SNIP. SPLENDID DAIRY FARM. 155 ACRES, CLOSE TO PICTON. Good New House of 5 Rooms with Every Convenience. Stable, Barn, Cowshed, etc. Within One Mile of the New Linkwater Cheese Factory. THIS Property is beautifully situated, and is a fine healthy farm. Price £12 10s. per acre; terms easy. GRIFFITHS AND SON, LAND AGENTS, BLENHEIM. DAIRY AND POULTRY FARM. EXCEPTIONALLY EASY TERMS. 15 ACRES CHOICE LAND. WAIKANAE, MANAWATU LINE. ALL GRASSED except patches shelter bush, one chain all ploughed. Splendidly watered; good new 6-roomed Cottage, bathroom, outside conveniences. Large Up-to-date Fowlhouse and Three Smaller Fowlhouses and runs, pigsties, etc. This property is EXCEPTIONALLY well suited for DAIRY AND POULTRY FARM, VEGETABLE RAISING (the soil is particularly rich, and will grow anything), BEE FARMING, AND FRUIT-GROWING. PERFECT CLIMATE. Only 2 mile from railway station and 2½ miles from WELLINGTON. PRICE, £1850. TERMS: £300 CASH TO GOOD MAN. HARCOURT & CO., HOUSE AND LAND AGENTS, AUCTIONEERS, AND SHARE-BROKERS. LAMBTON QUAY, WELLINGTON. FREEHOLD BUSH COUNTRY. WE have Four Blocks of First-class FREEHOLD BUSH COUNTRY for Sale, in the following acres: 660, 600, 800, and 3000 acres. All situated within 14 miles of Te Kuiti. Price £2 10s. per acre. This is some of the best bush country in this district, and is for sale at a figure that will be readily taken up. M'DONALD & COCHRANE LAND AGENTS, TE KUITI. FREEHOLD DAIRY FARM. 97 ACRES, at £33 per acre. Will carry 28 cows all the year round. Good land, 4 paddocks, well fenced, with well-watered. Good 6-roomed house, shed, etc. Good metalled road, 1 mile to factory. 1 mile to school. W. P. GARNER AND CO., LAND AND ESTATE AGENTS, TAIHAPE.	[778, 261, 935, 1551]
house-ad: FARM FOR SALE. HEREFORD COUNTY, splendid land, 340 acres, well watered, fenced and subdivided into 6 paddocks; 5-roomed house. Apply Sole Agents. HARBEY AND HIGGENS, Cuba Street.	[651, 726, 769, 777]
houses-list	[651, 526, 769, 1078]
inventors-sub: PATENT AGENTS,	[44, 1303, 105, 1313]
land-ad: 226 ACRES, all in grass and crops; carrying 30 cows; good buildings, telephone. Price £27 per acre.	[943, 931, 1098, 949]
tolet-ad: TO LET, Suite Rooms, known as Hannah's Bank Rooms, Burrough's Buildings, corner Willis & Manners Sts.	[143, 495, 261, 521]
directory-category: MERCERS AND TAILORS.	[32, 546, 118, 554]
tolet-ad: TO LET, Hataitai, new 5 Rooms, one minute from car; every convenience; rent 30s. Apply Box 113.	[143, 430, 261, 456]
conveyances-list	[397, 1190, 515, 1437]
directory-entry: PALMER's LUNCHEON AND SUPPER ROOMS. Oysters & Specialty Delicacies.	[16, 624, 131, 639]
situation-ad: WANTED, a good capable man used to farm work, for dairy farm; £1 a week. Apply Box 10, Dominion.	[270, 739, 388, 765]
directory-entry: CENTRAL House — First-class house for Visitors; tariff 6s. 6d. D. Anderson, Prop.	[16, 1139, 132, 1154]
stewart-text: THE STEWART TIMBER, GLASS, AND HARDWARE CO., LTD., Courtenay Place, Wellington.	[531, 1109, 635, 1135]
directory-category: ARTIFICIAL LIMB MAKERS.	[26, 97, 124, 105]
hotel-name: HOTEL WINDSOR,	[39, 1515, 111, 1547]
situation-ad: WANTED, for East Coast, capable Lady Nurse, for two children. Apply Lady Fowler, Petone.	[270, 835, 388, 861]
business-ad: CABRIERS' BUSINESS FOR SALE. IF you want a good paying Business buy this. Plant consists of 12 horses, 5 wagons, brake, lorry, 1 dray, etc., 32 acres land, stables, etc. Price £6000; only £350 cash. W. J. HUSBAND, Land Agent, Palmerston.	[397, 217, 515, 276]
directory-entry: STEVENS & Co., Forsyth's Yard, Wakefield St. Buy Scrap Iron.	[16, 800, 109, 815]
situation-wanted-ad: WANTED, by a Refined Young Lady, Position in a nice home as Companion or Help. Apply 'Anxious,' Box 79, Masterton.	[270, 1187, 388, 1221]
abo-house: THE ABO HOUSE.	[273, 1456, 385, 1472]
vickers-ad: BOARDING-HOUSE, 24 Rooms, well furnished, doing £80 to £100 monthly, 10 years' lease. Price, £500. Furniture insured for £450.	[397, 982, 515, 1016]
auctioneer-ad: WANTED, Maternity Nursing; town or suburbs, by competent Nurse. Address 'Nurse,' 61 Duncan Terrace, Kilbirnie.	[270, 410, 388, 436]
hawkes-list	[943, 559, 1098, 641]
cunningham-name: A. G. CUNNINGHAM,	[966, 843, 1075, 855]
land-ad: 500 ACRES, Freehold, 300 acres improved, carrying 2000 sheep and 80 head cattle, 12 miles by good road from Napier; 6-roomed house, outbuildings, etc. Price, £17 10s. per acre.	[943, 558, 1098, 592]
directory-entry: A. AND P. FOOD CO., LTD., Davis St. Wellington. Telephone 85.	[16, 881, 125, 896]
directory-entry: MARTIN, G. W., Tory St. Extension, Sanitary Plumbing, Hot-Water Appliances.	[16, 703, 133, 718]
tender-ad: TENDERS are invited for the Erection of new steel frame and reinforced concrete Public Trust Office, Albert Street, Auckland. Plans and Specifications can be obtained from the Public Trust Office. HOGGARD AND PROUSE, Architects, 24 Hunter Street.	[524, 614, 642, 674]
directory-entry: HALL, B. S. 53 Victoria St. Sheet Covers, Tents, Flags and Tarpaulins for Hire.	[16, 765, 132, 780]
board-ad: EGMONT PRIVATE HOTEL (Courtenay Place). This is to notify the public that Mrs. G. WEAVERS, late of Palmerston and Nelson, has taken over the above hotel. Excellent table. Terms stay at four, and close to wharves. Terms, 5s. per day.	[143, 672, 261, 723]
more-land-list	[943, 682, 1098, 840]
inventors-address: Estd. 1882 182 FEATHERSTON ST., WELLINGTON.	[22, 1312, 128, 1329]
today-banner: TO-DAY (WEDNESDAY), TO-DAY,	[792, 166, 1084, 211]
business-ad: GOOD Grocery with large Wholesale Trade for sale at once; stock at valuation, about £700. Apply N.Z. Business Exchange, Christchurch.	[397, 532, 515, 566]
directory-category: SAIL AND TENT MAKER.	[33, 757, 117, 765]
situation-wanted-ad: YOUNG Man (24) wants position, Groom or Coachman, as Useful Man; experienced. Apply 'Country,' G.P.O., Hastings.	[270, 1308, 388, 1342]
modern-heading: MODERN FIRE PLACES, AND TILED HEARTHS. LATEST AND UP-TO-DATE DESIGNS IN ART-TILE FIREPLACES.	[652, 145, 768, 196]
directory-category: RANGATAUA.	[51, 1202, 99, 1210]
land-ad: 115 ACRES, Te Awamutu district, all in grass except ten acres; good cows carried; price £22 10s. per acre.	[778, 351, 930, 368]
land-ad: 300 ACRES, all in grass except 160 acres, 7 cows; six-roomed house, stone cottage, bails, outbuildings; 20 acres newly sown grass; 100 cows carried; price £12 per acre.	[778, 314, 930, 349]
directory-entry: BROWN & JOHNSTON, Shop & Office Fitters, 74 Webb St. 'Phone 2521.	[16, 132, 129, 147]
business-list	[397, 77, 515, 628]
directory-category: PHOTOGRAPHERS.	[42, 643, 108, 651]
directory-entry: ELECTRIC STUDIO — Photos taken till 9 p.m. Postcards 3s. doz. Cuba Upper Studio.	[16, 668, 130, 691]
land-ad: 450 ACRES, Freehold, Kimbolton, all in grass, carrying 5 sheep to the acre; 6-roomed house. Price £22 10s.	[943, 755, 1098, 781]
tender-ad: AKITIO COUNTY COUNCIL. METALLING ALFREDTON-WEBER ROAD. TO ROAD CONTRACTORS. TENDERS will be received at the Office of the undersigned until 4 p.m. on SATURDAY, the 5th day of AUGUST, 1911, for the following work: CONTRACT 21: 500 cubic yards of crushed rock metal to be delivered and laid on Waitangi Road, Alfredton. Specifications may be seen at the office. The lowest or any tender not necessarily accepted. WILLIAM R. ROBINSON, County Clerk.	[524, 224, 642, 342]
tolet-members: TO MEMBERS OF PARLIAMENT.	[163, 326, 241, 347]
directory-entry: THE BRADLEY STUDIO, 14 Willis St. The Best Photographer. Prices Low.	[16, 651, 127, 666]
directory-title: DOMINION DIRECTORY	[16, 50, 134, 94]
house-ad: A GOOD MIXED FARM. 309 ACRES, Freehold, flat and undulating land; well fenced and divided; all improved. Price £16 per acre. Apply S. G. THOMS AND CO., Feilding.	[651, 841, 769, 884]
business-ad: £860 A YEAR Auction and Furnishing Business for Sale, N.Z. Town, rapidly expanding; good lease; returns for cost. Apply Box 24, Dominion.	[397, 422, 515, 457]
indignation-heading: INDIGNATION MEETING	[165, 89, 239, 111]
inventors-consult: Consult	[64, 1278, 86, 1286]
directory-category: TURKISH BATHS.	[45, 962, 105, 970]
tender-ad: MASTERTON. TENDERS are invited for the ERECTION of PUBLIC LIBRARY and INSTITUTE BUILDING, in Nelson. Plans and Specifications may be seen at the 'Dominion' Office. Tenders to be lodged with the undersigned up to noon of WEDNESDAY, 26th July, 1911. A. R. GRIFFIN, Architect, Norwich Union Chambers, Nelson.	[524, 676, 642, 752]
directory-category: CHEMISTS.	[55, 168, 95, 176]
builders-colhead: TENDERS.	[651, 50, 769, 63]
house-ad: 180 ACRES, 3 miles from butter factory, 20 cows, dry stock, good house. Price £14 5s. per acre. Terms, £800 deposit.	[651, 652, 769, 678]
directory-entry: CEDERHOLM AND TOLLEY, Suppliers of Electric Lighting and Interior Lamps.	[16, 360, 131, 375]
tender-ad: BIRKENHEAD WATER SUPPLY. CONTRACTS NOS. 1 AND 2. CARRYING PIPES AND PUMPING PLANT. SEALED TENDERS will be received up to Noon on WEDNESDAY, AUGUST 9, 1911, for: 1. The Supply and Delivery at Birkenhead of about 4,097 tons of Pipes and Special Castings, with Valves, Fittings, etc. 2. The Supply and Erection of Pumping Plant. HENRY H. METCALFE AND SON, Palmerston Buildings, Auckland.	[524, 406, 642, 508]
land-left-list	[778, 278, 930, 461]
land-ad: 1100 ACRES, on O.R.P.; good grass; 2 sheep per acre; good rich land. Price £7 per acre.	[943, 911, 1098, 929]
column-tenders	[520, 50, 647, 1653]
nelson-heading: FOR SALE AT NELSON.	[405, 799, 507, 810]
directory-category: MONUMENTAL MASONS.	[32, 581, 118, 589]
garner-name: W. P. GARNER AND CO.,	[791, 971, 917, 983]
situation-wanted-ad: WANTED, by lady, Management Tea-room or Sweetshop; or private residence. Apply 'Confidential,' Dominion Office.	[270, 1130, 388, 1156]
directory-entry: REGENT DYE & AND CO., Dyers and Cleaners, 5 Ghuznee Street. No connection with any other firm.	[16, 325, 134, 348]
directory-category: ELECTRICIANS.	[47, 352, 103, 360]
tender-ad: PETONE BOROUGH COUNCIL. TENDERS are invited for the supply of stationery and printing to the Borough Council for twelve months, ending 31st July, 1912. Particulars as to conditions and schedule of requirements may be obtained on application to the Office of the Town Clerk, Petone. Tenders will be received up to 4 p.m. on MONDAY, 24th July, 1911. ALEX. WEBSTER, Town Clerk.	[524, 67, 642, 160]
where-to-stay: WHERE TO STAY.	[56, 1337, 134, 1348]
house-ad: TO ORCHARDISTS. WE have received instructions to sell 10 acres of First-class Soil, with small house, splendid shelter, about 700 fruit trees. Price £1400.	[651, 959, 769, 993]
vickers-ad: LAND AND POULTRY BUSINESS, in town, for £390, showing £40 per acre.	[397, 1120, 515, 1138]
situations-heading: SITUATIONS VACANT.	[280, 561, 378, 572]
situation-ad: WANTED, Contractors, for 200 acres, Whenuakura River.	[270, 767, 388, 785]
columns	[12, 50, 1102, 1650]
board-ad: TO LET, Furnished Bedroom, for respectable single man; quiet, central. 'Phone 2316. 293 Willis Street.	[143, 956, 261, 982]
board-ad: WANTED to Let, two Furnished Bedrooms suitable for ladies. Apply 79 Tasman Road.	[143, 1117, 261, 1143]
hotel-engraving-image	[16, 1351, 134, 1511]
masthead	[12, 10, 1102, 44]
directory-category: UNDERTAKERS AND EMBALMERS.	[40, 1024, 110, 1040]
situation-wanted-ad: WANTED, Situation, by experienced Working Cook. Apply 'T.S.,' Dominion Office.	[270, 1074, 388, 1100]
